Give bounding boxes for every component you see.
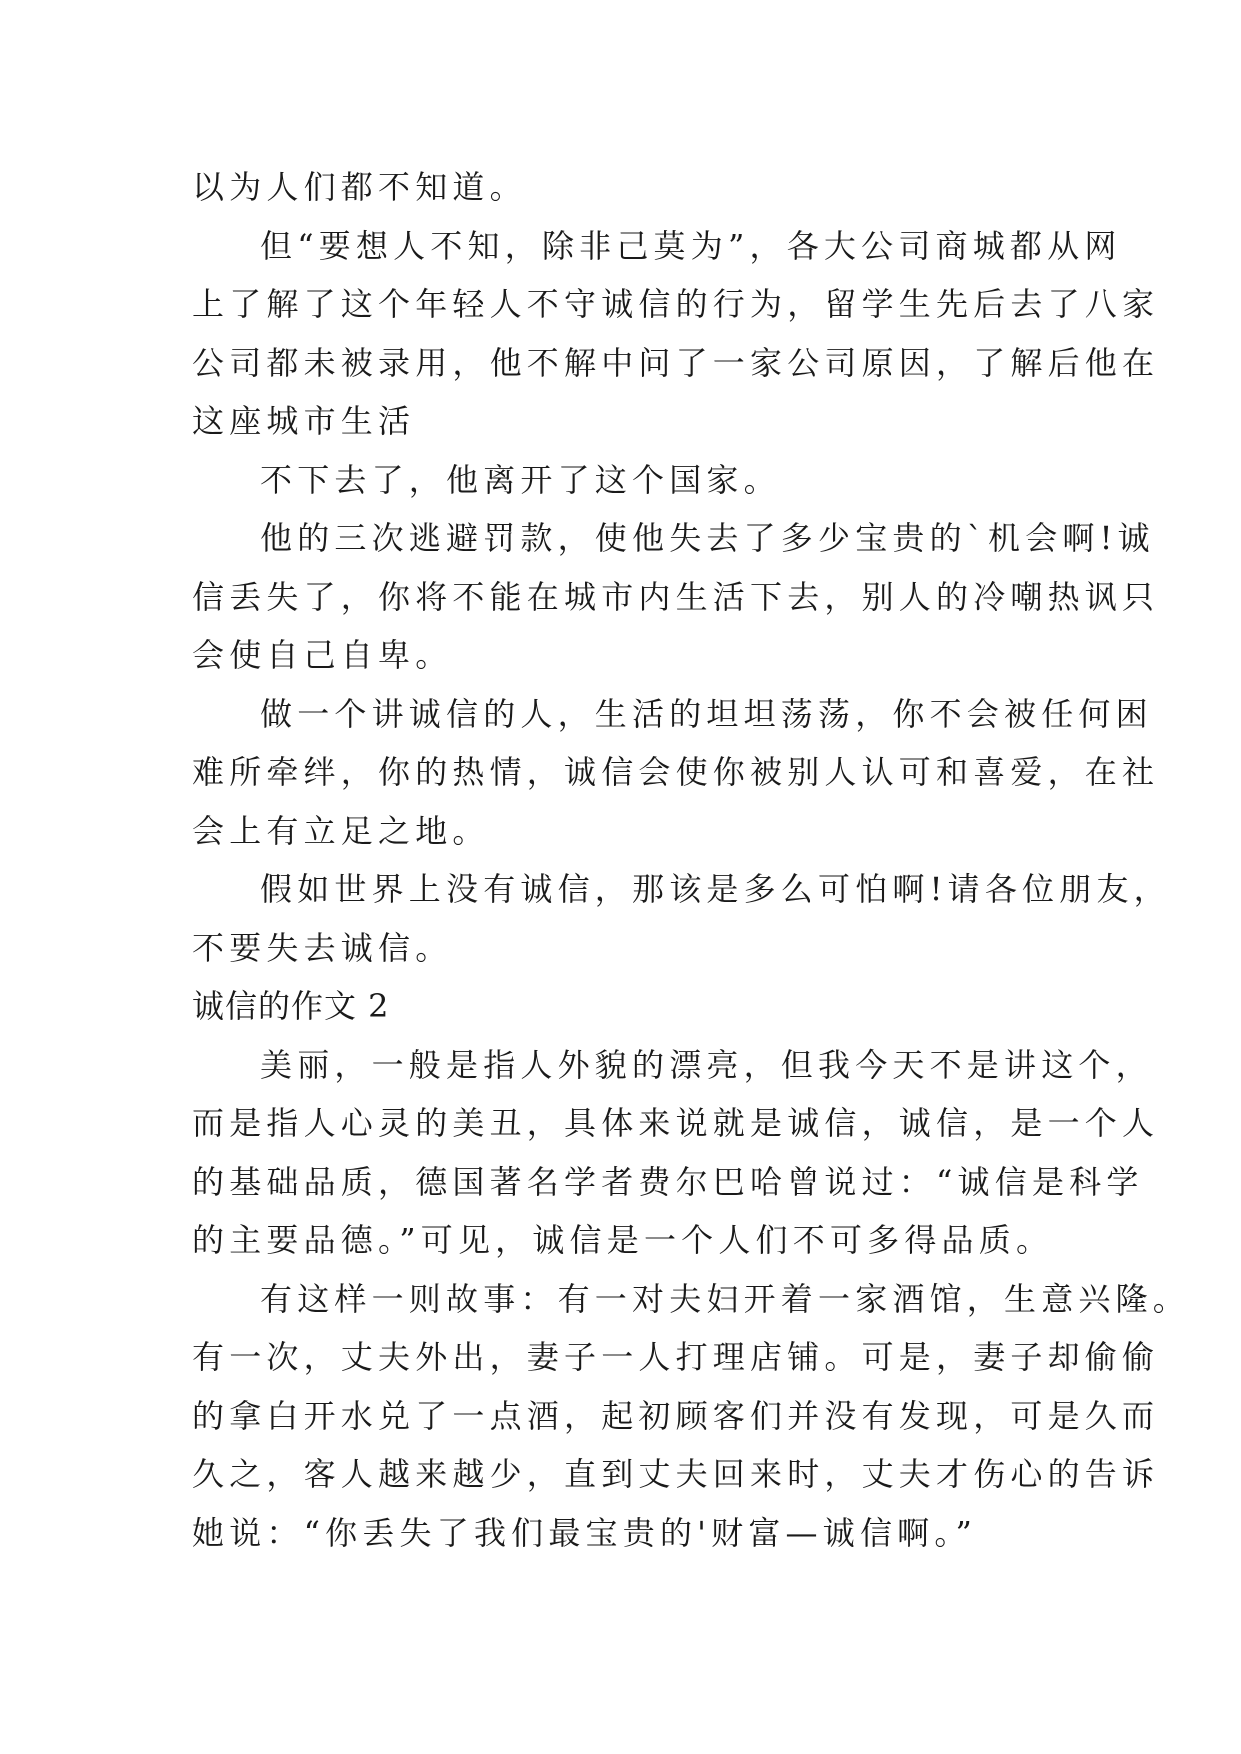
paragraph-start: 做一个讲诚信的人，生活的坦坦荡荡，你不会被任何困 (260, 694, 1153, 733)
paragraph-start: 假如世界上没有诚信，那该是多么可怕啊!请各位朋友， (260, 870, 1171, 908)
text-line: 会上有立足之地。 (192, 811, 490, 850)
section-heading: 诚信的作文 2 (192, 987, 390, 1025)
paragraph-start: 有这样一则故事：有一对夫妇开着一家酒馆，生意兴隆。 (260, 1279, 1191, 1318)
paragraph-start: 但“要想人不知，除非己莫为”，各大公司商城都从网 (260, 226, 1122, 265)
paragraph-start: 美丽，一般是指人外貌的漂亮，但我今天不是讲这个， (260, 1045, 1153, 1084)
text-line: 以为人们都不知道。 (192, 168, 527, 206)
text-line: 的主要品德。”可见，诚信是一个人们不可多得品质。 (192, 1221, 1054, 1259)
paragraph-start: 他的三次逃避罚款，使他失去了多少宝贵的`机会啊!诚 (260, 519, 1155, 557)
text-line: 会使自己自卑。 (192, 636, 453, 674)
paragraph-start: 不下去了，他离开了这个国家。 (260, 460, 781, 499)
text-line: 这座城市生活 (192, 402, 416, 440)
document-page (192, 158, 1191, 1562)
text-line: 公司都未被录用，他不解中问了一家公司原因，了解后他在 (192, 343, 1160, 382)
text-line: 不要失去诚信。 (192, 928, 453, 967)
text-line: 的基础品质，德国著名学者费尔巴哈曾说过：“诚信是科学 (192, 1162, 1144, 1201)
text-line: 有一次，丈夫外出，妻子一人打理店铺。可是，妻子却偷偷 (192, 1338, 1160, 1376)
text-line: 而是指人心灵的美丑，具体来说就是诚信，诚信，是一个人 (192, 1104, 1160, 1142)
text-line: 久之，客人越来越少，直到丈夫回来时，丈夫才伤心的告诉 (192, 1455, 1160, 1493)
text-line: 她说：“你丢失了我们最宝贵的'财富—诚信啊。” (192, 1513, 978, 1552)
text-line: 的拿白开水兑了一点酒，起初顾客们并没有发现，可是久而 (192, 1396, 1160, 1435)
text-line: 上了解了这个年轻人不守诚信的行为，留学生先后去了八家 (192, 285, 1160, 323)
text-line: 难所牵绊，你的热情，诚信会使你被别人认可和喜爱，在社 (192, 753, 1160, 791)
text-line: 信丢失了，你将不能在城市内生活下去，别人的冷嘲热讽只 (192, 577, 1160, 616)
